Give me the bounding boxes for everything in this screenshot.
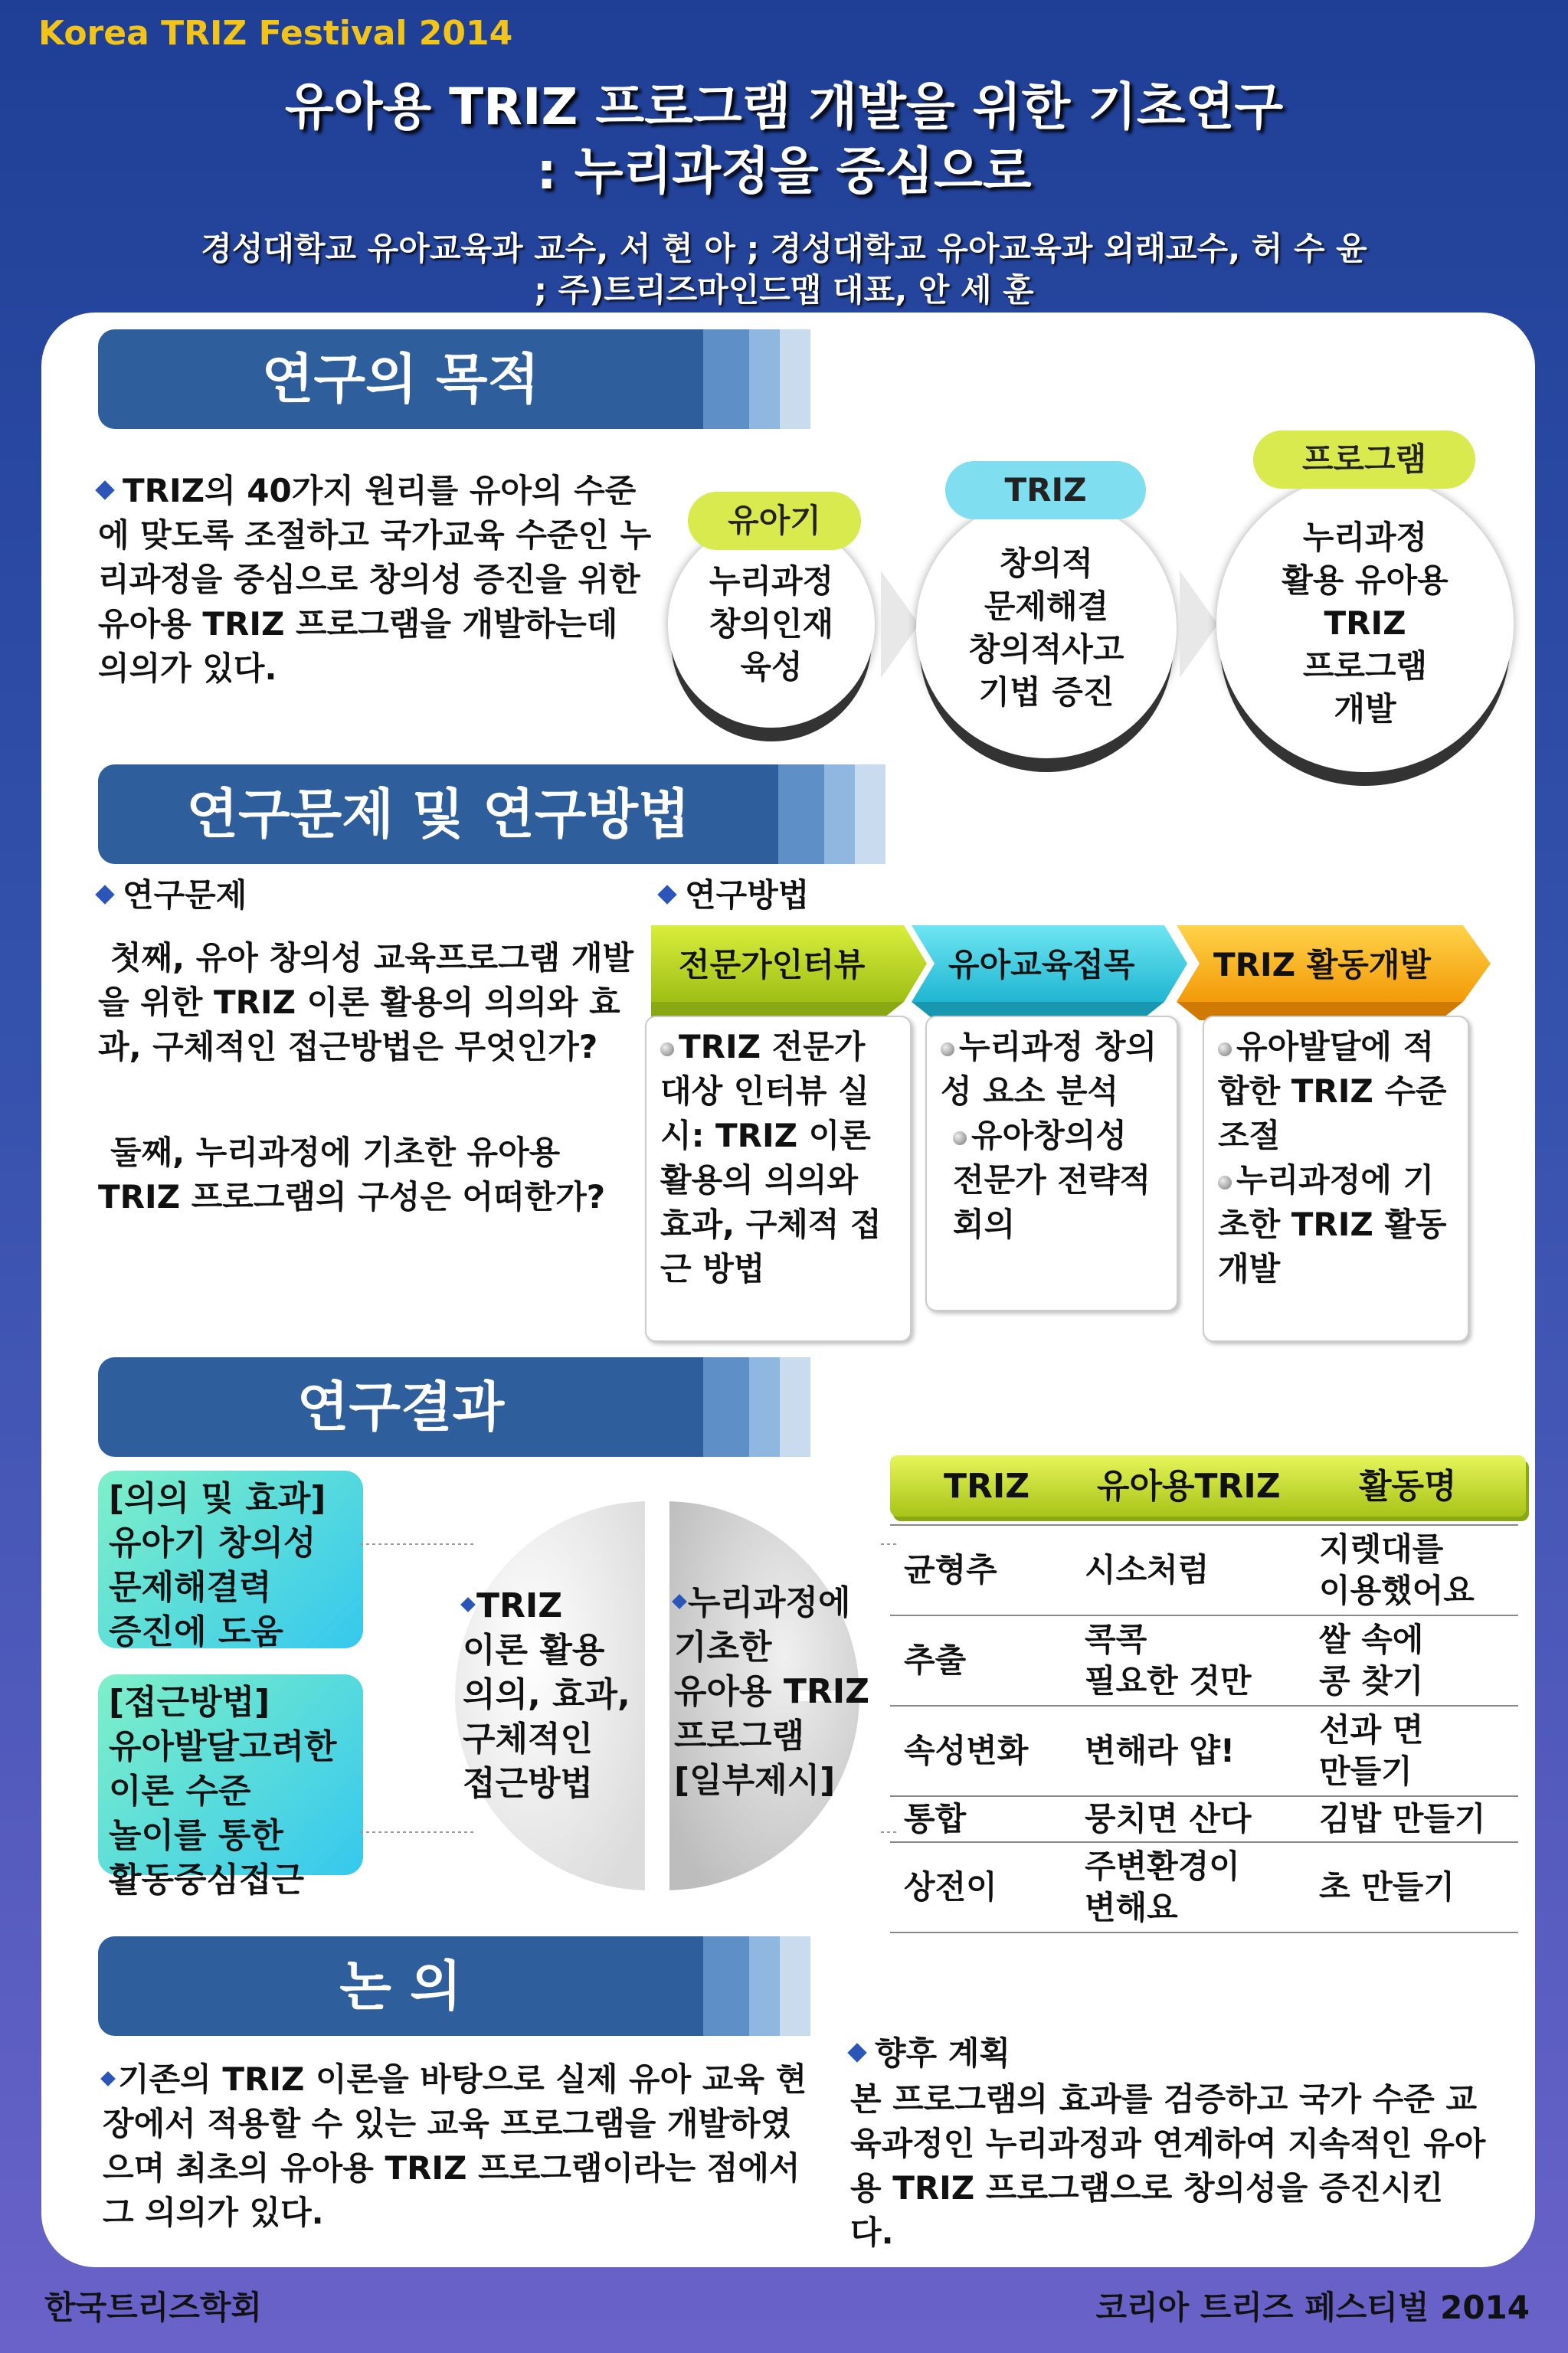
chevron-right-icon: [1180, 571, 1218, 678]
circle-right-text: 누리과정에 기초한 유아용 TRIZ 프로그램 [일부제시]: [674, 1581, 896, 1803]
triz-table-header: [890, 1455, 1526, 1517]
table-cell: 변해라 얍!: [1071, 1706, 1305, 1796]
table-row: [890, 1525, 1518, 1615]
festival-label: Korea TRIZ Festival 2014: [38, 14, 513, 53]
discussion-text: 기존의 TRIZ 이론을 바탕으로 실제 유아 교육 현장에서 적용할 수 있는 교육 프로그램을 개발하였으며 최초의 유아용 TRIZ 프로그램이라는 점에서 그 의의가 있다.: [103, 2057, 815, 2235]
section-header-results: [98, 1357, 810, 1457]
table-header-cell: TRIZ: [944, 1467, 1030, 1506]
table-cell: 김밥 만들기: [1305, 1796, 1518, 1842]
circle-body: 누리과정 창의인재 육성: [709, 562, 834, 686]
purpose-circle-triz: [916, 498, 1177, 758]
method-detail-box-2: [925, 1016, 1178, 1311]
section-title: 연구문제 및 연구방법: [98, 764, 778, 864]
purpose-label-child: 유아기: [688, 492, 861, 550]
poster-title-line1: 유아용 TRIZ 프로그램 개발을 위한 기초연구: [284, 77, 1284, 136]
table-cell: 속성변화: [890, 1706, 1071, 1796]
footer-left: 한국트리즈학회: [44, 2289, 263, 2326]
method-step-label-2: 유아교육접목: [948, 946, 1135, 983]
triz-table: [890, 1524, 1518, 1933]
circle-body: 창의적 문제해결 창의적사고 기법 증진: [968, 545, 1124, 711]
bullet-diamond-icon: [847, 2043, 866, 2062]
method-detail-box-1: TRIZ 전문가 대상 인터뷰 실시: TRIZ 이론 활용의 의의와 효과, 구체적 접근 방법: [645, 1016, 912, 1342]
poster-title-line2: : 누리과정을 중심으로: [536, 142, 1032, 201]
section-title: 연구의 목적: [98, 329, 703, 429]
bullet-dot-icon: [1218, 1042, 1232, 1056]
table-header-cell: 활동명: [1359, 1467, 1457, 1506]
table-row: [890, 1796, 1518, 1842]
list-item: 누리과정에 기초한 TRIZ 활동개발: [1218, 1161, 1447, 1288]
circle-left-text: TRIZ 이론 활용 의의, 효과, 구체적인 접근방법: [463, 1584, 647, 1806]
table-cell: 지렛대를 이용했어요: [1305, 1525, 1518, 1615]
bullet-diamond-icon: [460, 1597, 476, 1612]
table-cell: 시소처럼: [1071, 1525, 1305, 1615]
table-row: [890, 1842, 1518, 1932]
section-header-problem-method: [98, 764, 885, 864]
bullet-diamond-icon: [100, 2071, 116, 2086]
bullet-diamond-icon: [672, 1594, 687, 1609]
table-cell: 상전이: [890, 1842, 1071, 1932]
method-step-label-3: TRIZ 활동개발: [1213, 946, 1431, 983]
authors-line1: 경성대학교 유아교육과 교수, 서 현 아 ; 경성대학교 유아교육과 외래교수, 허 수 윤: [201, 230, 1367, 267]
research-problem-q2: 둘째, 누리과정에 기초한 유아용 TRIZ 프로그램의 구성은 어떠한가?: [98, 1134, 606, 1216]
table-cell: 균형추: [890, 1525, 1071, 1615]
method-detail-box-3: [1203, 1016, 1469, 1342]
list-item: 유아발달에 적합한 TRIZ 수준 조절: [1218, 1028, 1447, 1154]
research-problem-heading: 연구문제: [98, 873, 247, 918]
circle-body: 누리과정 활용 유아용 TRIZ 프로그램 개발: [1282, 519, 1449, 728]
list-item: 유아창의성 전문가 전략적 회의: [953, 1117, 1151, 1243]
purpose-circle-program: [1216, 475, 1514, 772]
section-header-discussion: [98, 1936, 810, 2036]
authors-line2: ; 주)트리즈마인드맵 대표, 안 세 훈: [534, 271, 1034, 309]
purpose-circle-child: [668, 521, 875, 728]
table-cell: 통합: [890, 1796, 1071, 1842]
section-title: 논 의: [98, 1936, 703, 2036]
future-plan-text: 본 프로그램의 효과를 검증하고 국가 수준 교육과정인 누리과정과 연계하여 지속적인 유아용 TRIZ 프로그램으로 창의성을 증진시킨다.: [850, 2080, 1486, 2251]
bullet-dot-icon: [941, 1042, 954, 1056]
bullet-dot-icon: [660, 1042, 674, 1056]
list-item: 누리과정 창의성 요소 분석: [941, 1028, 1157, 1110]
result-box-approach: [접근방법] 유아발달고려한 이론 수준 놀이를 통한 활동중심접근: [98, 1674, 363, 1875]
footer-right: 코리아 트리즈 페스티벌 2014: [1095, 2289, 1530, 2326]
chevron-right-icon: [881, 571, 919, 678]
table-row: [890, 1615, 1518, 1706]
table-header-cell: 유아용TRIZ: [1097, 1467, 1281, 1506]
bullet-diamond-icon: [95, 480, 114, 499]
purpose-label-triz: TRIZ: [945, 461, 1146, 519]
purpose-text: TRIZ의 40가지 원리를 유아의 수준에 맞도록 조절하고 국가교육 수준인 누리과정을 중심으로 창의성 증진을 위한 유아용 TRIZ 프로그램을 개발하는데 의의가 있다.: [98, 469, 657, 691]
research-problem-q1: 첫째, 유아 창의성 교육프로그램 개발을 위한 TRIZ 이론 활용의 의의와 효과, 구체적인 접근방법은 무엇인가?: [98, 939, 634, 1065]
section-title: 연구결과: [98, 1357, 703, 1457]
research-method-heading: 연구방법: [660, 873, 809, 918]
table-cell: 초 만들기: [1305, 1842, 1518, 1932]
table-cell: 추출: [890, 1615, 1071, 1706]
table-cell: 쌀 속에 콩 찾기: [1305, 1615, 1518, 1706]
purpose-label-program: 프로그램: [1253, 430, 1475, 489]
bullet-diamond-icon: [657, 885, 676, 904]
result-box-significance: [의의 및 효과] 유아기 창의성 문제해결력 증진에 도움: [98, 1471, 363, 1648]
bullet-diamond-icon: [95, 885, 114, 904]
table-cell: 콕콕 필요한 것만: [1071, 1615, 1305, 1706]
bullet-dot-icon: [953, 1131, 967, 1145]
method-step-label-1: 전문가인터뷰: [679, 946, 866, 983]
table-cell: 선과 면 만들기: [1305, 1706, 1518, 1796]
table-cell: 주변환경이 변해요: [1071, 1842, 1305, 1932]
table-row: [890, 1706, 1518, 1796]
table-cell: 뭉치면 산다: [1071, 1796, 1305, 1842]
section-header-purpose: [98, 329, 810, 429]
future-plan-heading: 향후 계획: [850, 2031, 1010, 2076]
bullet-dot-icon: [1218, 1176, 1232, 1190]
